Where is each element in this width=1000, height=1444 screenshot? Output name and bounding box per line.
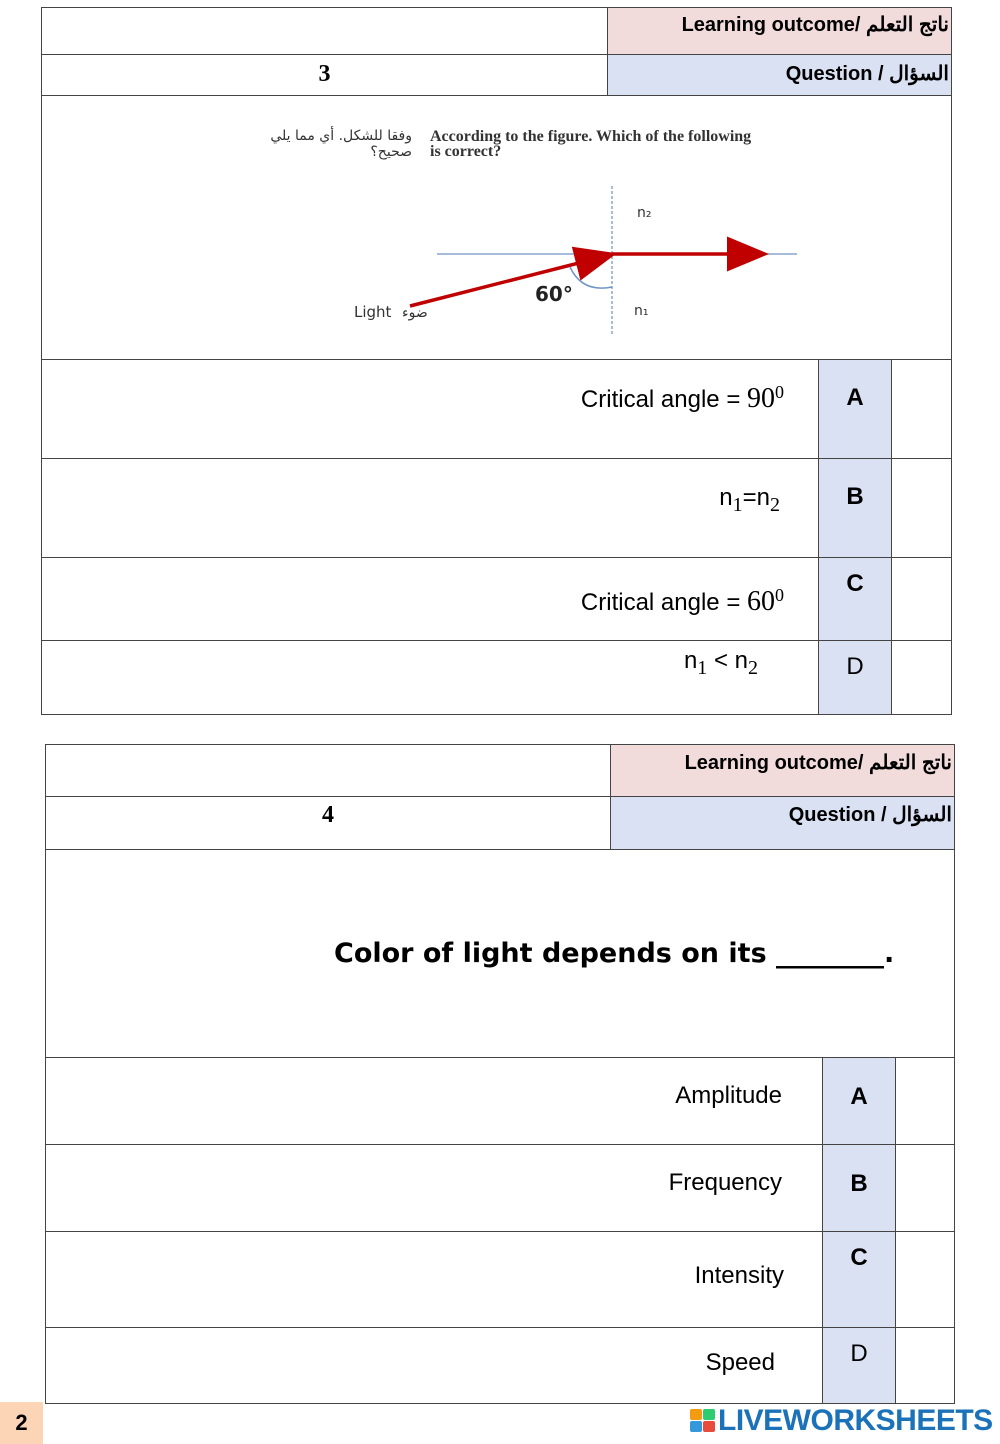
option-d-text: $n_1 < n_2$ <box>683 647 758 679</box>
liveworksheets-logo[interactable] <box>690 1405 993 1437</box>
option-row-c[interactable] <box>46 1232 954 1328</box>
figure-arabic-prompt: وفقا للشكل. أي مما يلي صحيح؟ <box>270 128 412 160</box>
question-number-row <box>42 55 951 96</box>
option-c-letter: C <box>818 558 891 640</box>
option-c-select[interactable] <box>895 1232 954 1327</box>
option-d-select[interactable] <box>891 641 951 714</box>
learning-outcome-row <box>46 745 954 797</box>
option-b-text: Frequency <box>668 1169 782 1196</box>
option-d-select[interactable] <box>895 1328 954 1403</box>
angle-label: 60° <box>535 282 573 306</box>
light-label: Light <box>354 303 392 321</box>
option-a-text: Amplitude <box>675 1082 782 1109</box>
question-label <box>607 55 951 95</box>
liveworksheets-logo-icon <box>690 1409 716 1433</box>
question-text: Color of light depends on its ________. <box>334 938 895 969</box>
option-b-letter: B <box>818 459 891 557</box>
light-arabic-label: ضوء <box>402 305 428 321</box>
option-row-d[interactable] <box>46 1328 954 1403</box>
option-row-a[interactable] <box>46 1058 954 1145</box>
question-number: 3 <box>318 61 331 87</box>
learning-outcome-label <box>610 745 954 796</box>
label-n2: n₂ <box>637 205 652 221</box>
option-d-text: Speed <box>705 1349 775 1376</box>
question-number: 4 <box>322 802 334 828</box>
liveworksheets-brand-text: LIVEWORKSHEETS <box>718 1404 993 1437</box>
question-label <box>610 797 954 849</box>
page-number: 2 <box>0 1402 43 1444</box>
question-figure-row <box>42 96 951 360</box>
question-label-text: Question / السؤال <box>785 63 949 85</box>
option-a-select[interactable] <box>895 1058 954 1144</box>
figure-prompt-line2: is correct? <box>430 143 502 160</box>
option-row-a[interactable] <box>42 360 951 459</box>
option-b-text: $n_1=n_2$ <box>719 484 780 516</box>
option-d-letter: D <box>818 641 891 714</box>
question-label-text: Question / السؤال <box>788 804 952 826</box>
option-row-c[interactable] <box>42 558 951 641</box>
option-row-b[interactable] <box>46 1145 954 1232</box>
option-d-letter: D <box>822 1328 895 1403</box>
learning-outcome-label <box>607 8 951 54</box>
learning-outcome-row <box>42 8 951 55</box>
question-4-table <box>45 744 955 1404</box>
option-row-b[interactable] <box>42 459 951 558</box>
label-n1: n₁ <box>634 303 649 319</box>
option-c-letter: C <box>822 1232 895 1327</box>
question-text-row <box>46 850 954 1058</box>
option-b-letter: B <box>822 1145 895 1231</box>
learning-outcome-text: Learning outcome/ ناتج التعلم <box>681 14 949 36</box>
option-a-letter: A <box>818 360 891 458</box>
option-row-d[interactable] <box>42 641 951 714</box>
option-c-text: Critical angle = $60^0$ <box>580 585 784 617</box>
learning-outcome-value[interactable] <box>46 745 610 796</box>
learning-outcome-text: Learning outcome/ ناتج التعلم <box>684 752 952 774</box>
learning-outcome-value[interactable] <box>42 8 607 54</box>
option-a-select[interactable] <box>891 360 951 458</box>
question-number-row <box>46 797 954 850</box>
figure-english-prompt <box>430 129 751 159</box>
option-a-text: Critical angle = $90^0$ <box>580 382 784 414</box>
figure-prompt-line1: According to the figure. Which of the following <box>430 128 752 145</box>
question-3-table <box>41 7 952 715</box>
refraction-diagram <box>342 181 812 341</box>
option-a-letter: A <box>822 1058 895 1144</box>
option-b-select[interactable] <box>895 1145 954 1231</box>
option-c-text: Intensity <box>694 1262 784 1289</box>
option-c-select[interactable] <box>891 558 951 640</box>
angle-arc <box>570 267 612 288</box>
option-b-select[interactable] <box>891 459 951 557</box>
